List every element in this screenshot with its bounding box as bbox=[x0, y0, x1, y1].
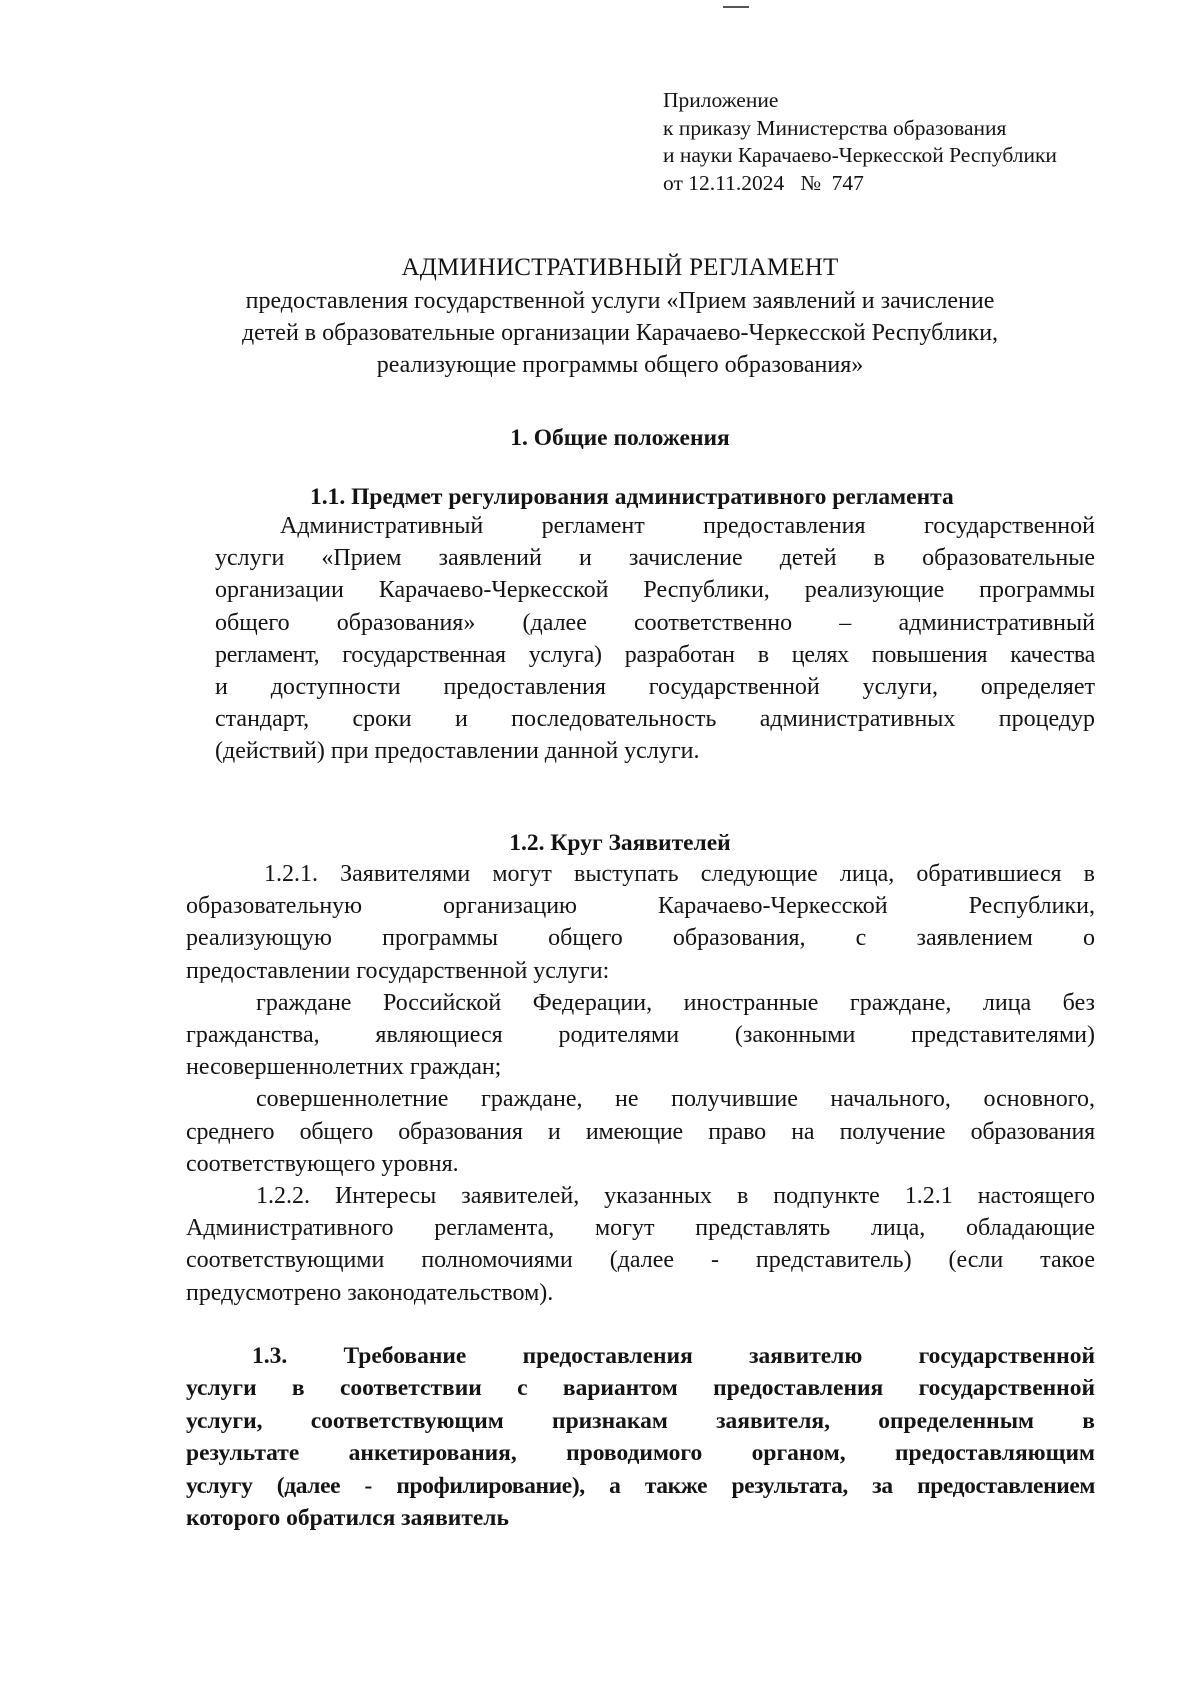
text-line: соответствующего уровня. bbox=[186, 1150, 459, 1177]
scan-mark bbox=[723, 6, 749, 8]
appendix-line: к приказу Министерства образования bbox=[663, 115, 1007, 140]
paragraph-1-1 bbox=[215, 510, 1095, 768]
text-line: реализующую программы общего образования, с заявлением о bbox=[186, 925, 1095, 952]
text-line: результате анкетирования, проводимого органом, предоставляющим bbox=[186, 1440, 1095, 1467]
appendix-line: от 12.11.2024 № 747 bbox=[663, 170, 864, 195]
text-line: организации Карачаево-Черкесской Республики, реализующие программы bbox=[215, 577, 1095, 604]
document-title: АДМИНИСТРАТИВНЫЙ РЕГЛАМЕНТ bbox=[401, 254, 839, 281]
text-line: гражданства, являющиеся родителями (законными представителями) bbox=[186, 1022, 1095, 1049]
appendix-line: Приложение bbox=[663, 88, 779, 112]
text-line: предусмотрено законодательством). bbox=[186, 1279, 554, 1306]
appendix-line: и науки Карачаево-Черкесской Республики bbox=[663, 143, 1057, 167]
text-line: регламент, государственная услуга) разработан в целях повышения качества bbox=[215, 641, 1095, 668]
subsection-heading: 1.1. Предмет регулирования административного регламента bbox=[310, 484, 954, 510]
text-line: несовершеннолетних граждан; bbox=[186, 1054, 502, 1081]
text-line: (действий) при предоставлении данной услуги. bbox=[215, 738, 700, 765]
paragraph-1-2-1 bbox=[186, 858, 1095, 1309]
text-line: 1.2.2. Интересы заявителей, указанных в подпункте 1.2.1 настоящего bbox=[256, 1183, 1095, 1210]
text-line: 1.2.1. Заявителями могут выступать следующие лица, обратившиеся в bbox=[264, 861, 1095, 887]
text-line: общего образования» (далее соответственно – административный bbox=[215, 609, 1095, 636]
text-line: услуги, соответствующим признакам заявителя, определенным в bbox=[186, 1407, 1095, 1434]
text-line: образовательную организацию Карачаево-Черкесской Республики, bbox=[186, 893, 1095, 920]
text-line: и доступности предоставления государственной услуги, определяет bbox=[215, 674, 1095, 701]
subsection-heading: 1.2. Круг Заявителей bbox=[509, 830, 731, 856]
document-subtitle-line: реализующие программы общего образования» bbox=[376, 352, 864, 378]
text-line: услугу (далее - профилирование), а также результата, за предоставлением bbox=[186, 1472, 1095, 1499]
text-line: предоставлении государственной услуги: bbox=[186, 957, 610, 984]
text-line: 1.3. Требование предоставления заявителю государственной bbox=[252, 1343, 1095, 1369]
section-heading: 1. Общие положения bbox=[510, 425, 730, 451]
text-line: которого обратился заявитель bbox=[186, 1505, 509, 1532]
text-line: совершеннолетние граждане, не получившие начального, основного, bbox=[256, 1086, 1095, 1113]
text-line: соответствующими полномочиями (далее - представитель) (если такое bbox=[186, 1247, 1095, 1274]
document-title-block bbox=[150, 251, 1090, 381]
document-subtitle-line: детей в образовательные организации Карачаево-Черкесской Республики, bbox=[241, 320, 999, 346]
text-line: услуги «Прием заявлений и зачисление детей в образовательные bbox=[215, 545, 1095, 572]
document-subtitle-line: предоставления государственной услуги «Прием заявлений и зачисление bbox=[245, 288, 995, 314]
text-line: граждане Российской Федерации, иностранные граждане, лица без bbox=[256, 989, 1095, 1016]
text-line: стандарт, сроки и последовательность административных процедур bbox=[215, 706, 1095, 733]
appendix-block bbox=[663, 87, 1057, 197]
subsection-1-3-heading bbox=[186, 1340, 1095, 1534]
text-line: Административный регламент предоставления государственной bbox=[280, 513, 1095, 539]
text-line: услуги в соответствии с вариантом предоставления государственной bbox=[186, 1375, 1095, 1402]
text-line: Административного регламента, могут представлять лица, обладающие bbox=[186, 1215, 1095, 1242]
text-line: среднего общего образования и имеющие право на получение образования bbox=[186, 1118, 1095, 1145]
